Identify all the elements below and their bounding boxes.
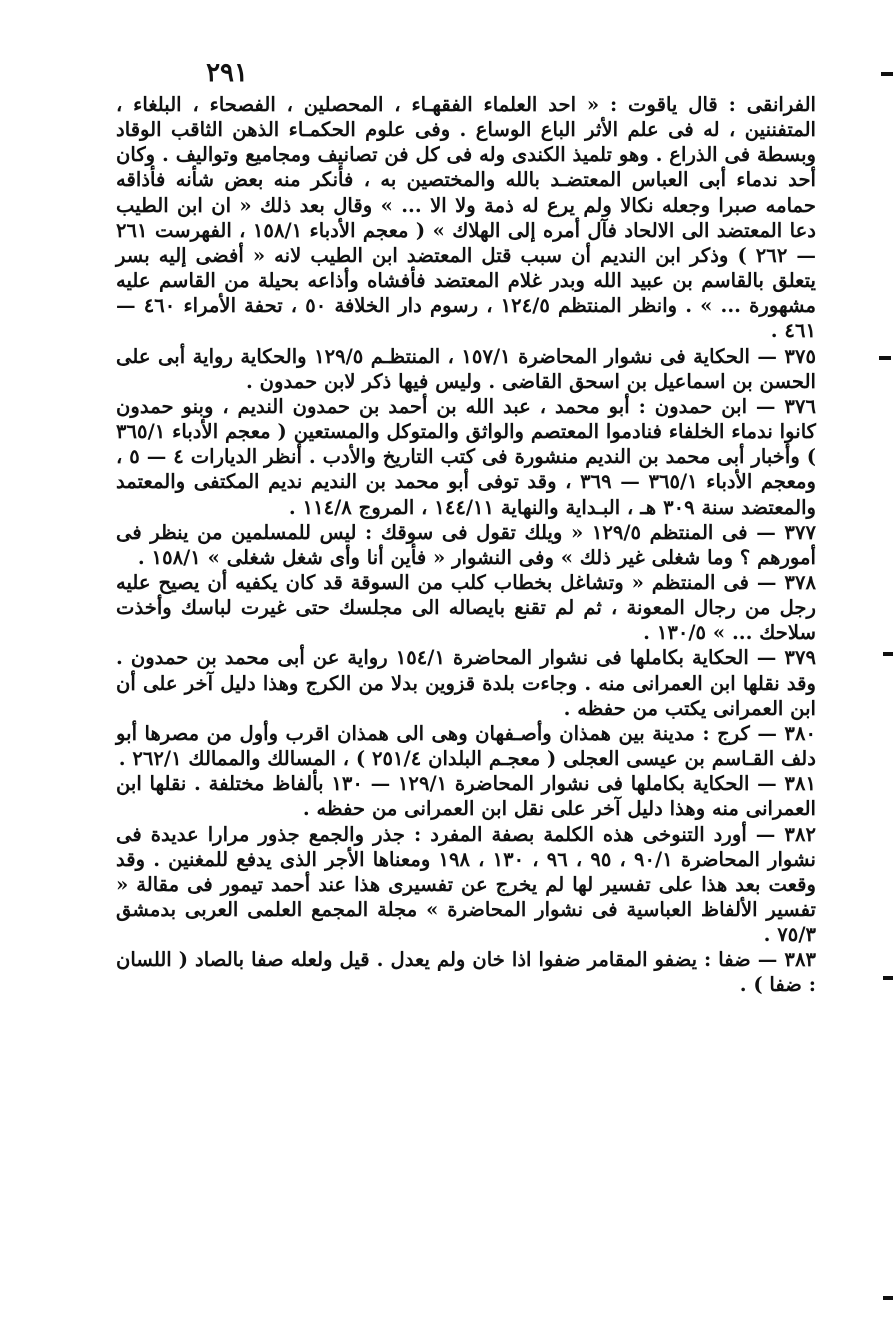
note-382: ٣٨٢ — أورد التنوخى هذه الكلمة بصفة المفرد : جذر والجمع جذور مرارا عديدة فى نشوار المحاضرة ٩٠/١ ، ٩٥ ، ٩٦ ، ١٣٠ ، ١٩٨ ومعناها الأجر الذى يدفع للمغنين . وقد وقعت بعد هذا على تفسير لها لم يخرج عن تفسيرى هذا عند أحمد تيمور فى مقالة « تفسير الألفاظ العباسية فى نشوار المحاضرة » مجلة المجمع العلمى العربى بدمشق ٧٥/٣ .: [116, 822, 816, 947]
note-383: ٣٨٣ — ضفا : يضفو المقامر ضفوا اذا خان ولم يعدل . قيل ولعله صفا بالصاد ( اللسان : ضفا ) .: [116, 948, 816, 997]
note-381: ٣٨١ — الحكاية بكاملها فى نشوار المحاضرة ١٢٩/١ — ١٣٠ بألفاظ مختلفة . نقلها ابن العمرانى منه وهذا دليل آخر على نقل ابن العمرانى من حفظه .: [116, 772, 816, 821]
binding-mark: [883, 652, 893, 656]
note-380: ٣٨٠ — كرج : مدينة بين همذان وأصـفهان وهى الى همذان اقرب وأول من مصرها أبو دلف القـاسم بن عيسى العجلى ( معجـم البلدان ٢٥١/٤ ) ، المسالك والممالك ٢٦٢/١ .: [116, 721, 816, 771]
note-379: ٣٧٩ — الحكاية بكاملها فى نشوار المحاضرة ١٥٤/١ رواية عن أبى محمد بن حمدون . وقد نقلها ابن العمرانى منه . وجاءت بلدة قزوين بدلا من الكرج وهذا دليل آخر على أن ابن العمرانى يكتب من حفظه .: [116, 646, 816, 720]
binding-mark: [879, 356, 891, 360]
note-375: ٣٧٥ — الحكاية فى نشوار المحاضرة ١٥٧/١ ، المنتظـم ١٢٩/٥ والحكاية رواية أبى على الحسن بن اسماعيل بن اسحق القاضى . وليس فيها ذكر لابن حمدون .: [116, 344, 816, 393]
binding-mark: [883, 1296, 893, 1300]
paragraph-intro: الفرانقى : قال ياقوت : « احد العلماء الفقهـاء ، المحصلين ، الفصحاء ، البلغاء ، المتفننين ، له فى علم الأثر الباع الوساع . وفى علوم الحكمـاء الذهن الثاقب الوقاد وبسطة فى الذراع . وهو تلميذ الكندى وله فى كل فن تصانيف ومجاميع وتواليف . وكان أحد ندماء أبى العباس المعتضـد بالله والمختصين به ، فأنكر منه بعض شأنه فأذاقه حمامه صبرا وجعله نكالا ولم يرع له ذمة ولا الا ... » وقال بعد ذلك « ان ابن الطيب دعا المعتضد الى الالحاد فآل أمره إلى الهلاك » ( معجم الأدباء ١٥٨/١ ، الفهرست ٢٦١ — ٢٦٢ ) وذكر ابن النديم أن سبب قتل المعتضد ابن الطيب لانه « أفضى إليه بسر يتعلق بالقاسم بن عبيد الله وبدر غلام المعتضد فأفشاه وأذاعه بحيلة من القاسم عليه مشهورة ... » . وانظر المنتظم ١٢٤/٥ ، رسوم دار الخلافة ٥٠ ، تحفة الأمراء ٤٦٠ — ٤٦١ .: [116, 93, 816, 343]
note-376: ٣٧٦ — ابن حمدون : أبو محمد ، عبد الله بن أحمد بن حمدون النديم ، وبنو حمدون كانوا ندماء الخلفاء فنادموا المعتصم والواثق والمتوكل والمستعين ( معجم الأدباء ٣٦٥/١ ) وأخبار أبى محمد بن النديم منشورة فى كتب التاريخ والأدب . أنظر الديارات ٤ — ٥ ، ومعجم الأدباء ٣٦٥/١ — ٣٦٩ ، وقد توفى أبو محمد بن النديم نديم المكتفى والمعتمد والمعتضد سنة ٣٠٩ هـ ، البـداية والنهاية ١٤٤/١١ ، المروج ١١٤/٨ .: [116, 394, 816, 519]
note-378: ٣٧٨ — فى المنتظم « وتشاغل بخطاب كلب من السوقة قد كان يكفيه أن يصيح عليه رجل من رجال المعونة ، ثم لم تقنع بايصاله الى مجلسك حتى غيرت لباسك وأخذت سلاحك ... » ١٣٠/٥ .: [116, 570, 816, 645]
binding-mark: [881, 72, 893, 76]
footnotes-body: [116, 92, 816, 998]
page-number: ٢٩١: [206, 58, 248, 88]
note-377: ٣٧٧ — فى المنتظم ١٢٩/٥ « ويلك تقول فى سوقك : ليس للمسلمين من ينظر فى أمورهم ؟ وما شغلى غير ذلك » وفى النشوار « فأين أنا وأى شغل شغلى » ١٥٨/١ .: [116, 520, 816, 569]
binding-mark: [883, 976, 893, 980]
